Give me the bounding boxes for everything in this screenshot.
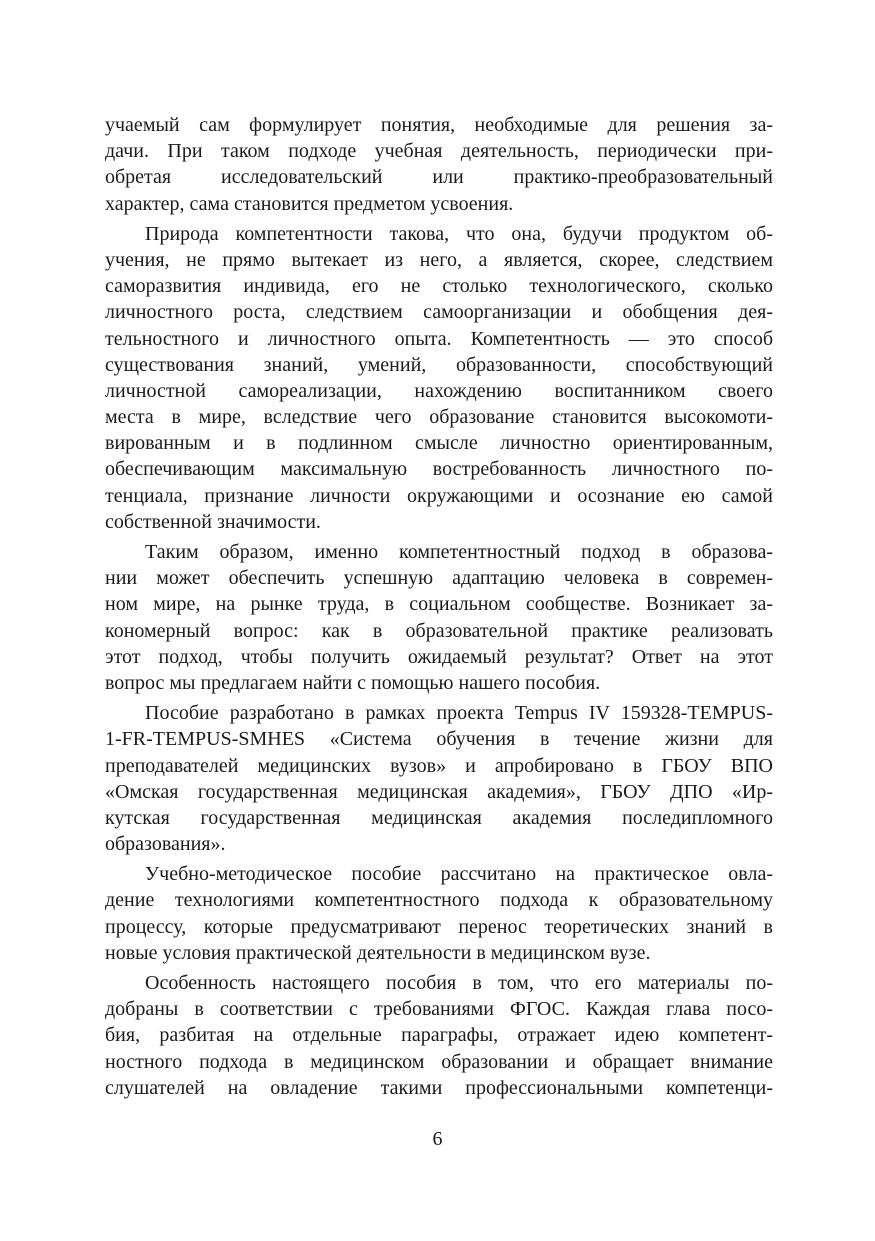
text-line: обретая исследовательский или практико-преобразовательный — [105, 166, 773, 189]
text-line: вированным и в подлинном смысле личностно ориентированным, — [105, 432, 773, 455]
text-line: ном мире, на рынке труда, в социальном сообществе. Возникает за- — [105, 593, 773, 616]
text-line: процессу, которые предусматривают перенос теоретических знаний в — [105, 915, 773, 938]
paragraph — [105, 539, 773, 696]
text-line: «Омская государственная медицинская академия», ГБОУ ДПО «Ир- — [105, 780, 773, 803]
page-number: 6 — [432, 1128, 443, 1150]
text-line: характер, сама становится предметом усвоения. — [105, 192, 514, 215]
text-line: дачи. При таком подходе учебная деятельность, периодически при- — [105, 140, 773, 163]
text-line: тельностного и личностного опыта. Компетентность — это способ — [105, 327, 773, 350]
text-line: 1-FR-TEMPUS-SMHES «Система обучения в течение жизни для — [105, 728, 773, 751]
text-line: кутская государственная медицинская академия последипломного — [105, 806, 773, 829]
text-line: образования». — [105, 833, 226, 856]
text-line: добраны в соответствии с требованиями ФГОС. Каждая глава посо- — [105, 998, 773, 1021]
text-line: саморазвития индивида, его не столько технологического, сколько — [105, 275, 773, 298]
text-line: нии может обеспечить успешную адаптацию человека в современ- — [105, 567, 773, 590]
text-line: дение технологиями компетентностного подхода к образовательному — [105, 889, 773, 912]
text-line: обеспечивающим максимальную востребованность личностного по- — [105, 458, 773, 481]
text-line: существования знаний, умений, образованности, способствующий — [105, 353, 773, 376]
text-line: места в мире, вследствие чего образование становится высокомоти- — [105, 406, 773, 429]
text-line: бия, разбитая на отдельные параграфы, отражает идею компетент- — [105, 1024, 773, 1047]
text-line: Природа компетентности такова, что она, будучи продуктом об- — [145, 222, 773, 245]
paragraph — [105, 221, 773, 535]
text-line: ностного подхода в медицинском образовании и обращает внимание — [105, 1050, 773, 1073]
text-line: собственной значимости. — [105, 510, 321, 533]
text-line: личностной самореализации, нахождению воспитанником своего — [105, 379, 773, 402]
text-line: Пособие разработано в рамках проекта Tempus IV 159328-TEMPUS- — [145, 702, 773, 725]
text-line: учения, не прямо вытекает из него, а является, скорее, следствием — [105, 248, 773, 271]
text-line: личностного роста, следствием самоорганизации и обобщения дея- — [105, 301, 773, 324]
text-line: Учебно-методическое пособие рассчитано на практическое овла- — [145, 863, 773, 886]
text-line: преподавателей медицинских вузов» и апробировано в ГБОУ ВПО — [105, 754, 773, 777]
text-line: тенциала, признание личности окружающими и осознание ею самой — [105, 484, 773, 507]
paragraph — [105, 861, 773, 966]
text-line: вопрос мы предлагаем найти с помощью нашего пособия. — [105, 671, 601, 694]
paragraph — [105, 112, 773, 217]
text-line: этот подход, чтобы получить ожидаемый результат? Ответ на этот — [105, 645, 773, 668]
text-line: новые условия практической деятельности в медицинском вузе. — [105, 941, 651, 964]
text-line: кономерный вопрос: как в образовательной практике реализовать — [105, 619, 773, 642]
text-line: Особенность настоящего пособия в том, что его материалы по- — [145, 972, 773, 994]
body-text — [105, 112, 773, 1101]
paragraph — [105, 700, 773, 857]
text-line: слушателей на овладение такими профессиональными компетенци- — [105, 1076, 773, 1099]
text-line: учаемый сам формулирует понятия, необходимые для решения за- — [105, 114, 773, 136]
text-line: Таким образом, именно компетентностный подход в образова- — [145, 541, 773, 563]
paragraph — [105, 970, 773, 1101]
